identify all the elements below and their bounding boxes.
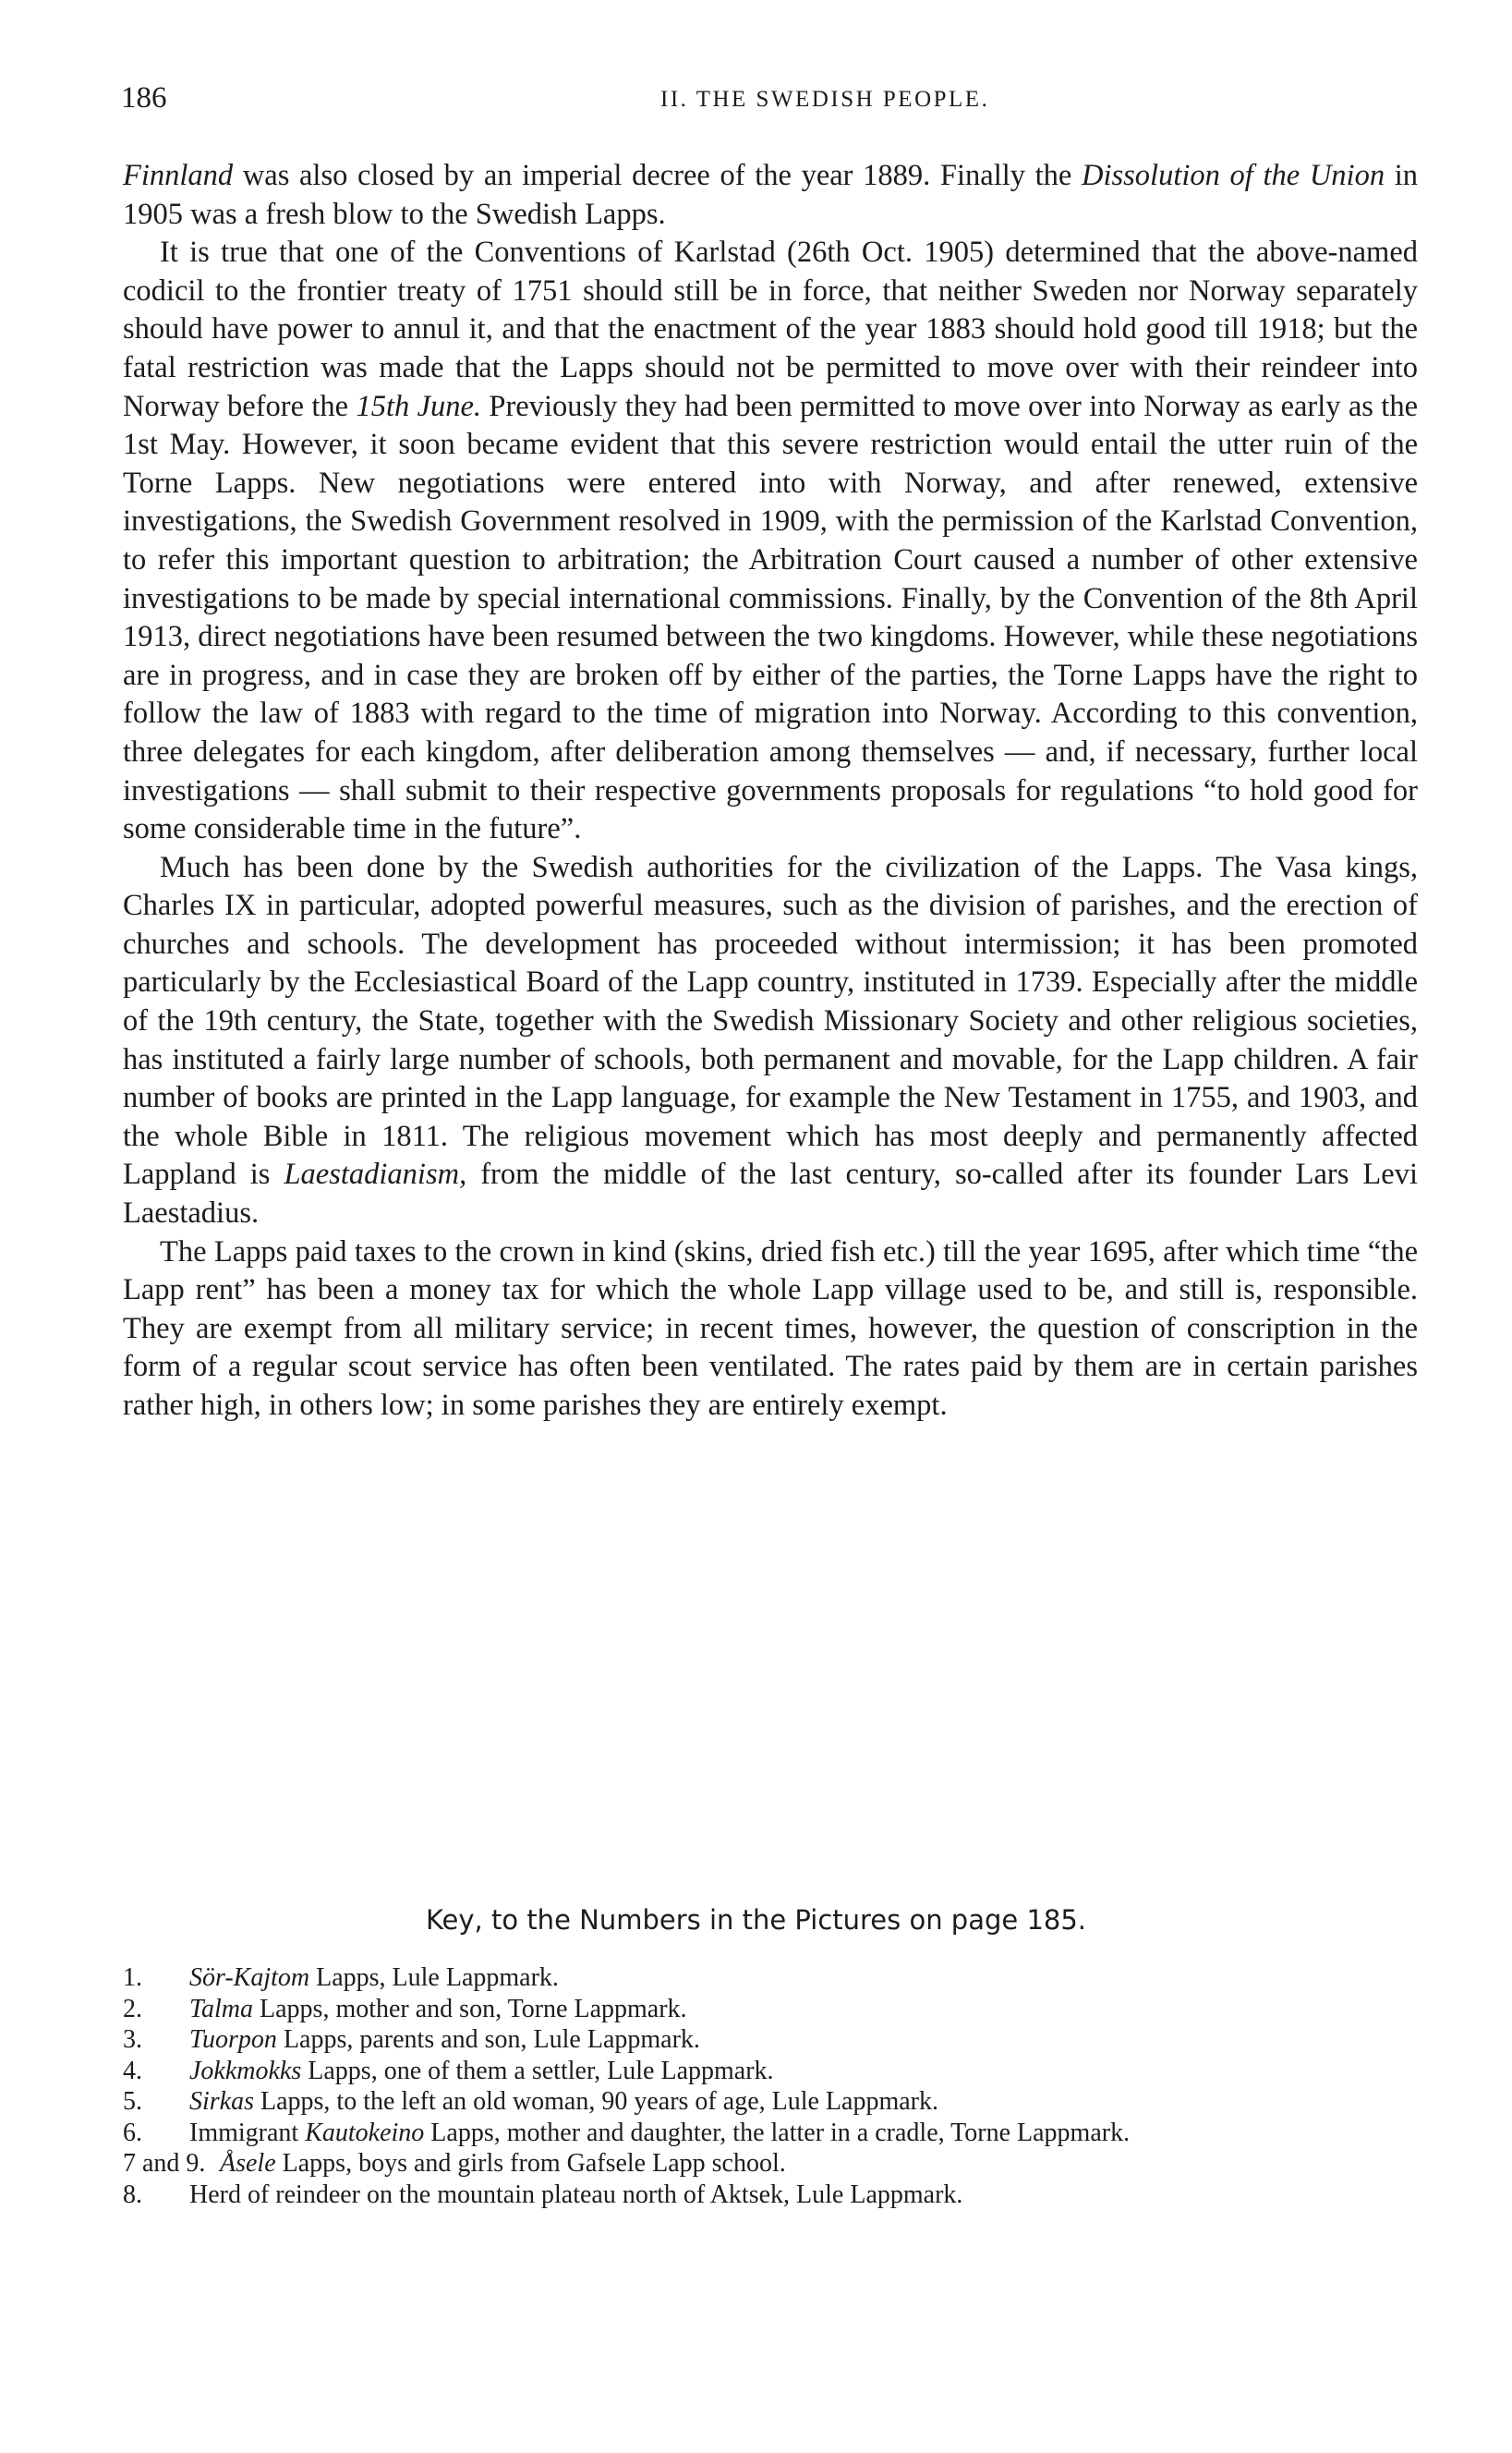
paragraph-1 xyxy=(123,157,1418,234)
key-number: 5. xyxy=(123,2087,142,2116)
key-number: 1. xyxy=(123,1963,142,1992)
key-item xyxy=(123,2056,1418,2087)
italic-term: Dissolution of the Union xyxy=(1082,159,1385,192)
paragraph-4 xyxy=(123,1233,1418,1426)
italic-term: 15th June. xyxy=(356,389,482,423)
key-number: 8. xyxy=(123,2180,142,2209)
key-text xyxy=(189,2024,1418,2056)
key-item xyxy=(123,2024,1418,2056)
text-run: Much has been done by the Swedish authorities for the civilization of the Lapps. The Vasa kings, Charles IX in particular, adopted powerful measures, such as the division of parishes, and the erection of churches and schools. The development has proceeded without intermission; it has been promoted particularly by the Ecclesiastical Board of the Lapp country, instituted in 1739. Especially after the middle of the 19th century, the State, together with the Swedish Missionary Society and other religious societies, has instituted a fairly large number of schools, both permanent and movable, for the Lapp children. A fair number of books are printed in the Lapp language, for example the New Testament in 1755, and 1903, and the whole Bible in 1811. The religious movement which has most deeply and permanently affected Lappland is xyxy=(123,850,1418,1192)
key-number: 4. xyxy=(123,2056,142,2085)
text-run: It is true that one of the Conventions of Karlstad (26th Oct. 1905) determined that the above-named codicil to the frontier treaty of 1751 should still be in force, that neither Sweden nor Norway separately should have power to annul it, and that the enactment of the year 1883 should hold good till 1918; but the fatal restriction was made that the Lapps should not be permitted to move over with their reindeer into Norway before the xyxy=(123,236,1418,423)
paragraph-2 xyxy=(123,234,1418,849)
key-description: Lapps, mother and son, Torne Lappmark. xyxy=(253,1994,687,2023)
key-place-name: Åsele xyxy=(220,2149,276,2178)
key-text xyxy=(189,2056,1418,2087)
italic-term: Finnland xyxy=(123,159,234,192)
key-place-name: Kautokeino xyxy=(305,2118,425,2147)
key-number: 2. xyxy=(123,1994,142,2023)
key-item xyxy=(123,2118,1418,2149)
key-item xyxy=(123,1994,1418,2025)
body-text xyxy=(123,157,1418,1426)
page-header xyxy=(121,79,1414,126)
key-item xyxy=(123,2148,1418,2180)
page-number: 186 xyxy=(121,81,167,115)
key-number: 3. xyxy=(123,2025,142,2054)
key-number: 6. xyxy=(123,2118,142,2147)
key-text xyxy=(220,2148,1418,2180)
key-place-name: Jokkmokks xyxy=(189,2056,302,2085)
key-text xyxy=(189,2118,1418,2149)
key-number: 7 and 9. xyxy=(123,2149,206,2178)
key-place-name: Sör-Kajtom xyxy=(189,1963,310,1992)
key-prefix: Herd of reindeer on the mountain plateau north of Aktsek, Lule Lappmark. xyxy=(189,2180,963,2209)
key-description: Lapps, mother and daughter, the latter in a cradle, Torne Lappmark. xyxy=(424,2118,1131,2147)
key-text xyxy=(189,2180,1418,2211)
text-run: The Lapps paid taxes to the crown in kind (skins, dried fish etc.) till the year 1695, after which time “the Lapp rent” has been a money tax for which the whole Lapp village used to be, and still is, responsible. They are exempt from all military service; in recent times, however, the question of conscription in the form of a regular scout service has often been ventilated. The rates paid by them are in certain parishes rather high, in others low; in some parishes they are entirely exempt. xyxy=(123,1234,1418,1422)
key-description: Lapps, parents and son, Lule Lappmark. xyxy=(276,2025,700,2054)
italic-term: Laestadianism, xyxy=(284,1158,467,1192)
key-item xyxy=(123,2086,1418,2118)
text-run: from the middle of the last century, so-called after its founder Lars Levi Laestadius. xyxy=(123,1158,1418,1231)
paragraph-3 xyxy=(123,849,1418,1233)
key-list xyxy=(123,1962,1418,2210)
key-prefix: Immigrant xyxy=(189,2118,306,2147)
key-description: Lapps, one of them a settler, Lule Lappmark. xyxy=(301,2056,774,2085)
key-place-name: Tuorpon xyxy=(189,2025,277,2054)
key-title: Key, to the Numbers in the Pictures on page 185. xyxy=(425,1904,1087,1936)
key-place-name: Sirkas xyxy=(189,2087,254,2116)
key-description: Lapps, Lule Lappmark. xyxy=(309,1963,559,1992)
key-text xyxy=(189,1994,1418,2025)
key-text xyxy=(189,1962,1418,1994)
key-item xyxy=(123,1962,1418,1994)
key-place-name: Talma xyxy=(189,1994,254,2023)
key-item xyxy=(123,2180,1418,2211)
text-run: Previously they had been permitted to move over into Norway as early as the 1st May. However, it soon became evident that this severe restriction would entail the utter ruin of the Torne Lapps. New negotiations were entered into with Norway, and after renewed, extensive investigations, the Swedish Government resolved in 1909, with the permission of the Karlstad Convention, to refer this important question to arbitration; the Arbitration Court caused a number of other extensive investigations to be made by special international commissions. Finally, by the Convention of the 8th April 1913, direct negotiations have been resumed between the two kingdoms. However, while these negotiations are in progress, and in case they are broken off by either of the parties, the Torne Lapps have the right to follow the law of 1883 with regard to the time of migration into Norway. According to this convention, three delegates for each kingdom, after deliberation among themselves — and, if necessary, further local investigations — shall submit to their respective governments proposals for regulations “to hold good for some considerable time in the future”. xyxy=(123,389,1418,846)
text-run: was also closed by an imperial decree of the year 1889. Finally the xyxy=(233,159,1083,192)
key-text xyxy=(189,2086,1418,2118)
key-description: Lapps, boys and girls from Gafsele Lapp school. xyxy=(275,2149,786,2178)
text-run: in 1905 was a fresh blow to the Swedish Lapps. xyxy=(123,159,1419,231)
running-head: II. THE SWEDISH PEOPLE. xyxy=(660,87,990,112)
key-description: Lapps, to the left an old woman, 90 years of age, Lule Lappmark. xyxy=(254,2087,938,2116)
